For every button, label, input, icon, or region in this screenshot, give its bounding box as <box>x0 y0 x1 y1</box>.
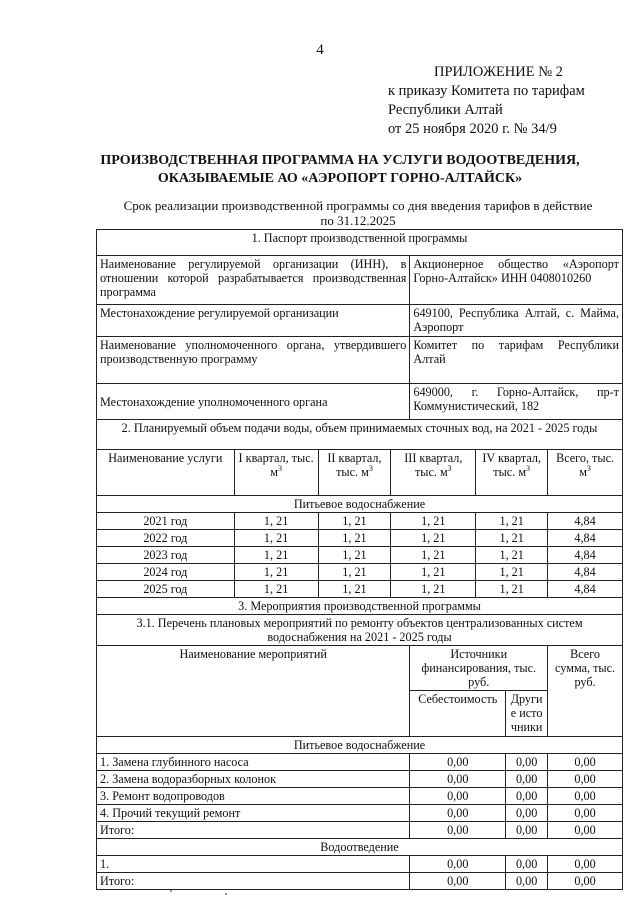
q2-cell: 1, 21 <box>318 530 391 547</box>
table-row <box>97 788 623 805</box>
program-term <box>98 198 618 228</box>
sum-cell: 0,00 <box>548 788 623 805</box>
q4-cell: 1, 21 <box>476 513 548 530</box>
year-cell: 2025 год <box>97 581 235 598</box>
table-row <box>97 822 623 839</box>
passport-label-authority: Наименование уполномоченного органа, утвердившего производственную программу <box>97 337 410 384</box>
col-q1-sup: 3 <box>277 463 282 473</box>
total-cell: 4,84 <box>548 581 623 598</box>
q4-cell: 1, 21 <box>476 564 548 581</box>
q4-cell: 1, 21 <box>476 581 548 598</box>
sum-cell: 0,00 <box>548 754 623 771</box>
col-q3-label: III квартал, тыс. м <box>404 451 463 479</box>
title-line-1: ПРОИЗВОДСТВЕННАЯ ПРОГРАММА НА УСЛУГИ ВОДООТВЕДЕНИЯ, <box>100 153 580 168</box>
title-line-2: ОКАЗЫВАЕМЫЕ АО «АЭРОПОРТ ГОРНО-АЛТАЙСК» <box>157 171 523 186</box>
section3-subheader: 3.1. Перечень плановых мероприятий по ремонту объектов централизованных систем водоснабжения на 2021 - 2025 годы <box>97 615 623 646</box>
col-q4 <box>476 450 548 496</box>
document-title <box>60 152 620 188</box>
col-q2-sup: 3 <box>368 463 373 473</box>
main-table <box>96 229 623 890</box>
table-row <box>97 771 623 788</box>
section2-subheader: Питьевое водоснабжение <box>97 496 623 513</box>
q3-cell: 1, 21 <box>391 530 476 547</box>
appendix-republic: Республики Алтай <box>388 102 503 118</box>
col-q4-label: IV квартал, тыс. м <box>482 451 541 479</box>
col-total-label: Всего, тыс. м <box>556 451 615 479</box>
col-q4-sup: 3 <box>526 463 531 473</box>
q4-cell: 1, 21 <box>476 547 548 564</box>
col-service-name: Наименование услуги <box>97 450 235 496</box>
other-cell: 0,00 <box>506 856 548 873</box>
cost-cell: 0,00 <box>410 822 506 839</box>
page-number: 4 <box>316 42 324 58</box>
cost-cell: 0,00 <box>410 771 506 788</box>
passport-label-authority-location: Местонахождение уполномоченного органа <box>97 384 410 420</box>
sum-cell: 0,00 <box>548 856 623 873</box>
measure-name: 2. Замена водоразборных колонок <box>97 771 410 788</box>
col-q3 <box>391 450 476 496</box>
total-cell: 4,84 <box>548 530 623 547</box>
year-cell: 2023 год <box>97 547 235 564</box>
col-q2 <box>318 450 391 496</box>
passport-value-org: Акционерное общество «Аэропорт Горно-Алтайск» ИНН 0408010260 <box>410 256 623 305</box>
q2-cell: 1, 21 <box>318 564 391 581</box>
col-other-sources: Другие источники <box>506 691 548 737</box>
year-cell: 2021 год <box>97 513 235 530</box>
other-cell: 0,00 <box>506 754 548 771</box>
q3-cell: 1, 21 <box>391 564 476 581</box>
appendix-date: от 25 ноября 2020 г. № 34/9 <box>388 121 557 137</box>
measure-name: 4. Прочий текущий ремонт <box>97 805 410 822</box>
q4-cell: 1, 21 <box>476 530 548 547</box>
q2-cell: 1, 21 <box>318 547 391 564</box>
year-cell: 2022 год <box>97 530 235 547</box>
cost-cell: 0,00 <box>410 788 506 805</box>
measure-name: Итого: <box>97 873 410 890</box>
passport-value-authority-location: 649000, г. Горно-Алтайск, пр-т Коммунистический, 182 <box>410 384 623 420</box>
passport-value-authority: Комитет по тарифам Республики Алтай <box>410 337 623 384</box>
section1-header: 1. Паспорт производственной программы <box>97 230 623 256</box>
table-row <box>97 564 623 581</box>
section3-header: 3. Мероприятия производственной программы <box>97 598 623 615</box>
group-wastewater: Водоотведение <box>97 839 623 856</box>
appendix-order: к приказу Комитета по тарифам <box>388 83 585 99</box>
sum-cell: 0,00 <box>548 822 623 839</box>
table-row <box>97 873 623 890</box>
measure-name: 1. Замена глубинного насоса <box>97 754 410 771</box>
section2-header: 2. Планируемый объем подачи воды, объем принимаемых сточных вод, на 2021 - 2025 годы <box>97 420 623 450</box>
passport-value-location: 649100, Республика Алтай, с. Майма, Аэропорт <box>410 305 623 337</box>
year-cell: 2024 год <box>97 564 235 581</box>
q1-cell: 1, 21 <box>234 581 318 598</box>
total-cell: 4,84 <box>548 513 623 530</box>
other-cell: 0,00 <box>506 771 548 788</box>
col-q1-label: I квартал, тыс. м <box>238 451 314 479</box>
cost-cell: 0,00 <box>410 856 506 873</box>
table-row <box>97 581 623 598</box>
q1-cell: 1, 21 <box>234 547 318 564</box>
cost-cell: 0,00 <box>410 754 506 771</box>
scan-speck <box>225 893 227 895</box>
table-row <box>97 805 623 822</box>
measure-name: Итого: <box>97 822 410 839</box>
group-drinking-water: Питьевое водоснабжение <box>97 737 623 754</box>
appendix-title: ПРИЛОЖЕНИЕ № 2 <box>434 64 563 80</box>
other-cell: 0,00 <box>506 805 548 822</box>
cost-cell: 0,00 <box>410 805 506 822</box>
col-total-sum: Всего сумма, тыс. руб. <box>548 646 623 737</box>
col-total <box>548 450 623 496</box>
table-row <box>97 856 623 873</box>
term-line-1: Срок реализации производственной программы со дня введения тарифов в действие <box>123 198 593 213</box>
cost-cell: 0,00 <box>410 873 506 890</box>
col-total-sup: 3 <box>586 463 591 473</box>
passport-label-org: Наименование регулируемой организации (ИНН), в отношении которой разрабатывается производственная программа <box>97 256 410 305</box>
col-measure-name: Наименование мероприятий <box>97 646 410 737</box>
passport-label-location: Местонахождение регулируемой организации <box>97 305 410 337</box>
col-q2-label: II квартал, тыс. м <box>327 451 382 479</box>
col-q1 <box>234 450 318 496</box>
other-cell: 0,00 <box>506 788 548 805</box>
appendix-block <box>388 63 585 139</box>
q2-cell: 1, 21 <box>318 581 391 598</box>
term-line-2: по 31.12.2025 <box>320 213 396 228</box>
q1-cell: 1, 21 <box>234 564 318 581</box>
q2-cell: 1, 21 <box>318 513 391 530</box>
other-cell: 0,00 <box>506 822 548 839</box>
total-cell: 4,84 <box>548 547 623 564</box>
measure-name: 1. <box>97 856 410 873</box>
col-q3-sup: 3 <box>447 463 452 473</box>
q3-cell: 1, 21 <box>391 581 476 598</box>
q1-cell: 1, 21 <box>234 513 318 530</box>
table-row <box>97 513 623 530</box>
measure-name: 3. Ремонт водопроводов <box>97 788 410 805</box>
sum-cell: 0,00 <box>548 805 623 822</box>
other-cell: 0,00 <box>506 873 548 890</box>
col-funding-sources: Источники финансирования, тыс. руб. <box>410 646 548 691</box>
sum-cell: 0,00 <box>548 873 623 890</box>
sum-cell: 0,00 <box>548 771 623 788</box>
scan-speck <box>170 890 172 892</box>
table-row <box>97 754 623 771</box>
table-row <box>97 547 623 564</box>
col-cost: Себестоимость <box>410 691 506 737</box>
q3-cell: 1, 21 <box>391 513 476 530</box>
table-row <box>97 530 623 547</box>
q3-cell: 1, 21 <box>391 547 476 564</box>
total-cell: 4,84 <box>548 564 623 581</box>
q1-cell: 1, 21 <box>234 530 318 547</box>
